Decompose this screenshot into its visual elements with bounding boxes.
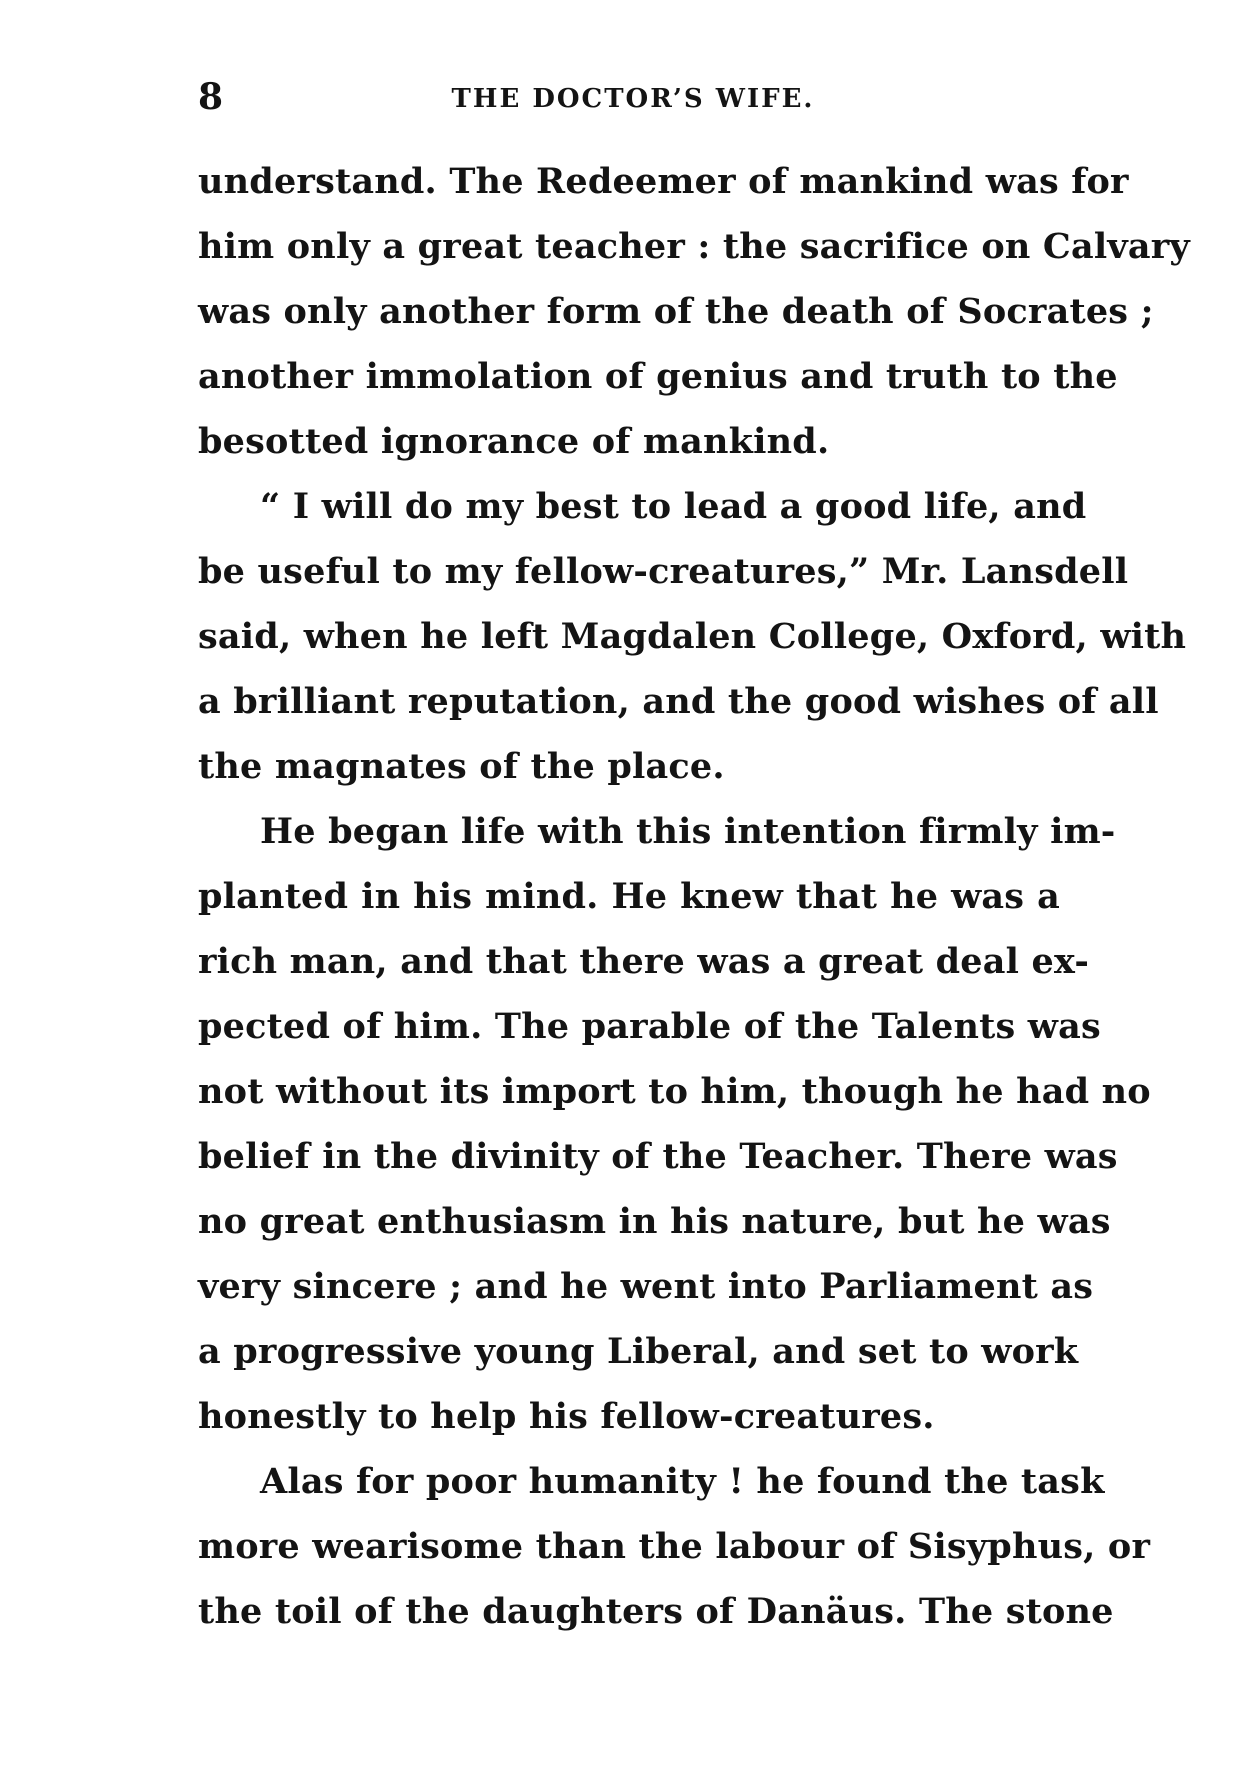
page-header [198, 72, 1068, 122]
text-line: belief in the divinity of the Teacher. There was [198, 1136, 1118, 1177]
text-line: more wearisome than the labour of Sisyphus, or [198, 1526, 1151, 1567]
text-line: said, when he left Magdalen College, Oxford, with [198, 616, 1187, 657]
text-line: him only a great teacher : the sacrifice on Calvary [198, 226, 1190, 267]
body-text [198, 149, 1190, 1644]
text-line: rich man, and that there was a great deal ex- [198, 941, 1090, 982]
text-line: very sincere ; and he went into Parliament as [198, 1266, 1094, 1307]
text-line: a progressive young Liberal, and set to work [198, 1331, 1079, 1372]
text-line: honestly to help his fellow-creatures. [198, 1396, 935, 1437]
text-line: pected of him. The parable of the Talents was [198, 1006, 1101, 1047]
text-line: He began life with this intention firmly im- [260, 811, 1116, 852]
text-line: no great enthusiasm in his nature, but he was [198, 1201, 1111, 1242]
text-line: planted in his mind. He knew that he was a [198, 876, 1060, 917]
text-line: not without its import to him, though he had no [198, 1071, 1151, 1112]
text-line: the magnates of the place. [198, 746, 725, 787]
text-line: a brilliant reputation, and the good wishes of all [198, 681, 1159, 722]
text-line: besotted ignorance of mankind. [198, 421, 830, 462]
page-number: 8 [198, 76, 224, 118]
text-line: understand. The Redeemer of mankind was for [198, 161, 1129, 202]
text-line: was only another form of the death of Socrates ; [198, 291, 1154, 332]
text-line: Alas for poor humanity ! he found the task [260, 1461, 1105, 1502]
running-title: THE DOCTOR’S WIFE. [451, 84, 815, 114]
text-line: be useful to my fellow-creatures,” Mr. Lansdell [198, 551, 1129, 592]
text-line: another immolation of genius and truth to the [198, 356, 1118, 397]
text-line: “ I will do my best to lead a good life, and [260, 486, 1087, 527]
text-line: the toil of the daughters of Danäus. The stone [198, 1591, 1114, 1632]
